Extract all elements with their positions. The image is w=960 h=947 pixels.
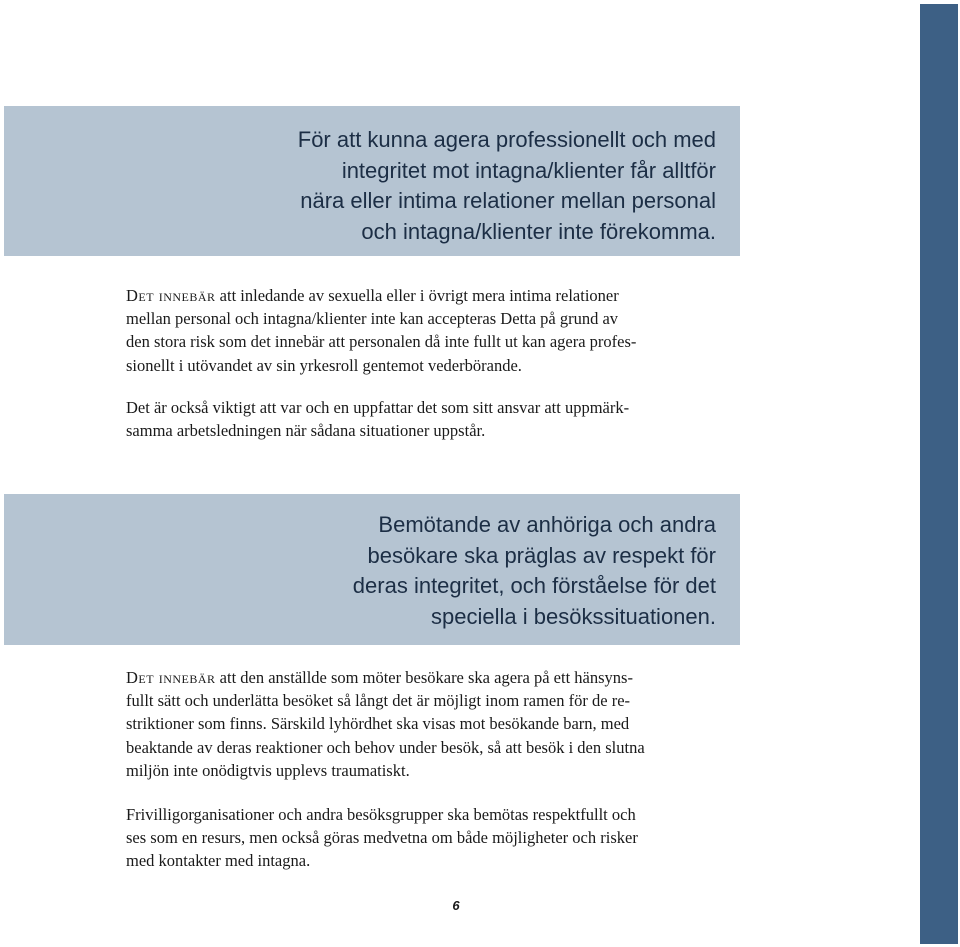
- pull-quote-integrity: [4, 106, 740, 256]
- paragraph-line: samma arbetsledningen när sådana situationer uppstår.: [126, 421, 486, 441]
- callout-line: integritet mot intagna/klienter får alltför: [341, 157, 716, 183]
- paragraph-lead-smallcaps: Det innebär: [126, 286, 216, 305]
- paragraph-line: Det är också viktigt att var och en uppfattar det som sitt ansvar att uppmärk-: [126, 398, 630, 417]
- paragraph-visitors: [126, 666, 746, 782]
- paragraph-line: ses som en resurs, men också göras medvetna om både möjligheter och risker: [126, 828, 638, 848]
- paragraph-line: Frivilligorganisationer och andra besöksgrupper ska bemötas respektfullt och: [126, 805, 636, 824]
- callout-line: deras integritet, och förståelse för det: [352, 573, 716, 598]
- paragraph-line: [126, 284, 746, 307]
- page-number: 6: [452, 898, 460, 913]
- callout-line: besökare ska präglas av respekt för: [367, 542, 716, 568]
- paragraph-line: med kontakter med intagna.: [126, 851, 311, 871]
- pull-quote-visitors: [4, 494, 740, 645]
- paragraph-relations: [126, 284, 746, 377]
- paragraph-line: sionellt i utövandet av sin yrkesroll gentemot vederbörande.: [126, 355, 522, 375]
- callout-line: och intagna/klienter inte förekomma.: [361, 218, 716, 244]
- paragraph-line: beaktande av deras reaktioner och behov under besök, så att besök i den slutna: [126, 737, 645, 757]
- paragraph-line-text: att den anställde som möter besökare ska agera på ett hänsyns-: [215, 668, 633, 687]
- paragraph-line: miljön inte onödigtvis upplevs traumatiskt.: [126, 760, 410, 780]
- callout-line: Bemötande av anhöriga och andra: [378, 512, 716, 537]
- paragraph-organisations: [126, 803, 746, 873]
- side-color-bar: [920, 4, 958, 944]
- paragraph-line: mellan personal och intagna/klienter inte kan accepteras Detta på grund av: [126, 309, 619, 329]
- callout-line: För att kunna agera professionellt och med: [297, 127, 716, 152]
- paragraph-line: den stora risk som det innebär att personalen då inte fullt ut kan agera profes-: [126, 332, 637, 352]
- paragraph-lead-smallcaps: Det innebär: [126, 668, 216, 687]
- paragraph-line: fullt sätt och underlätta besöket så långt det är möjligt inom ramen för de re-: [126, 691, 631, 711]
- paragraph-responsibility: [126, 396, 746, 442]
- callout-line: nära eller intima relationer mellan personal: [300, 188, 716, 213]
- paragraph-line: [126, 666, 746, 689]
- paragraph-line-text: att inledande av sexuella eller i övrigt mera intima relationer: [215, 286, 619, 305]
- paragraph-line: striktioner som finns. Särskild lyhördhet ska visas mot besökande barn, med: [126, 714, 630, 734]
- callout-line: speciella i besökssituationen.: [431, 603, 716, 629]
